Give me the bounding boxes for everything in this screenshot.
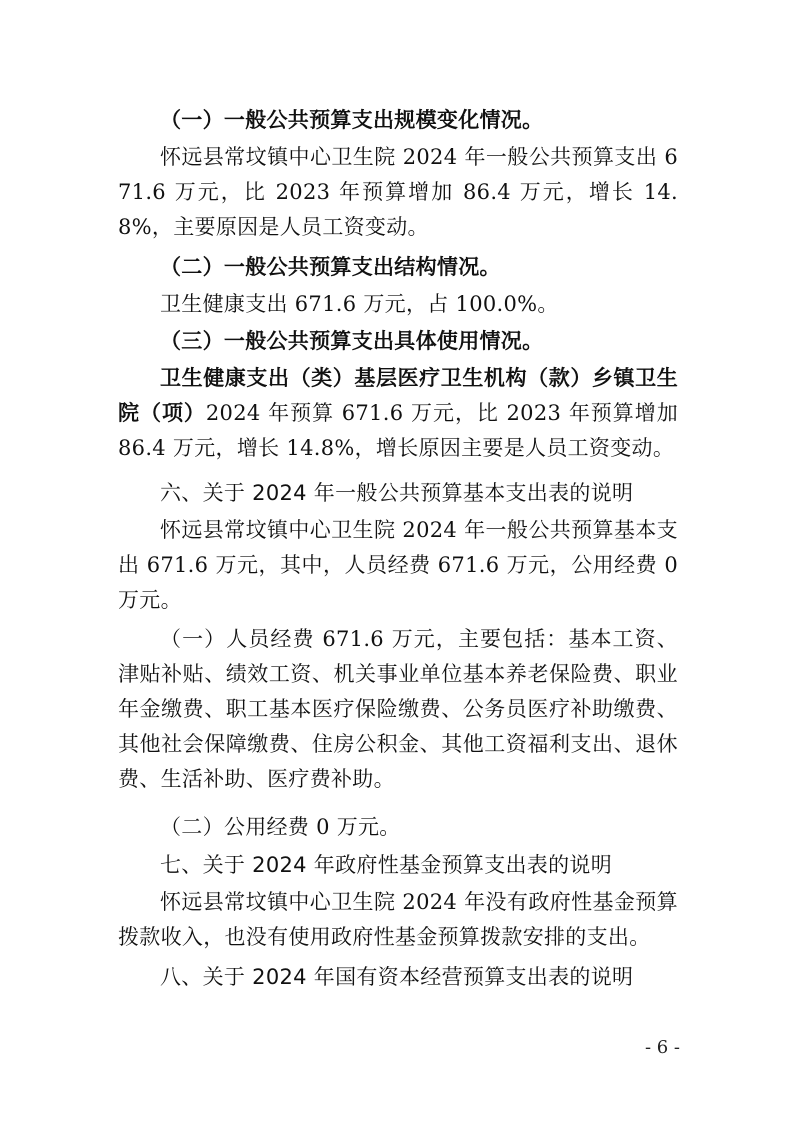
section-3-bold-lead: 卫生健康支出（类）基层医疗卫生机构（款）乡镇卫生院（项） — [118, 366, 678, 425]
section-1-heading: （一）一般公共预算支出规模变化情况。 — [160, 108, 544, 132]
section-6-sub-1: （一）人员经费 671.6 万元，主要包括：基本工资、津贴补贴、绩效工资、机关事业单位基本养老保险费、职业年金缴费、职工基本医疗保险缴费、公务员医疗补助缴费、其他社会保障缴费、住房公积金、其他工资福利支出、退休费、生活补助、医疗费补助。 — [118, 627, 678, 791]
section-6-heading: 六、关于 2024 年一般公共预算基本支出表的说明 — [160, 481, 634, 505]
section-6-body: 怀远县常坟镇中心卫生院 2024 年一般公共预算基本支出 671.6 万元，其中，人员经费 671.6 万元，公用经费 0 万元。 — [118, 518, 678, 612]
section-6-sub-2: （二）公用经费 0 万元。 — [160, 815, 401, 839]
section-8-heading: 八、关于 2024 年国有资本经营预算支出表的说明 — [160, 965, 634, 989]
section-3-heading: （三）一般公共预算支出具体使用情况。 — [160, 329, 544, 353]
section-7-heading: 七、关于 2024 年政府性基金预算支出表的说明 — [160, 853, 612, 877]
section-1-body: 怀远县常坟镇中心卫生院 2024 年一般公共预算支出 671.6 万元，比 2023 年预算增加 86.4 万元，增长 14.8%，主要原因是人员工资变动。 — [118, 145, 678, 239]
section-7-body: 怀远县常坟镇中心卫生院 2024 年没有政府性基金预算拨款收入，也没有使用政府性基金预算拨款安排的支出。 — [118, 890, 678, 949]
section-2-heading: （二）一般公共预算支出结构情况。 — [160, 255, 501, 279]
section-3-body: 2024 年预算 671.6 万元，比 2023 年预算增加 86.4 万元，增长 14.8%，增长原因主要是人员工资变动。 — [118, 401, 678, 460]
page-number: - 6 - — [644, 1037, 680, 1058]
section-2-body: 卫生健康支出 671.6 万元，占 100.0%。 — [160, 292, 559, 316]
section-3-paragraph — [118, 361, 678, 466]
